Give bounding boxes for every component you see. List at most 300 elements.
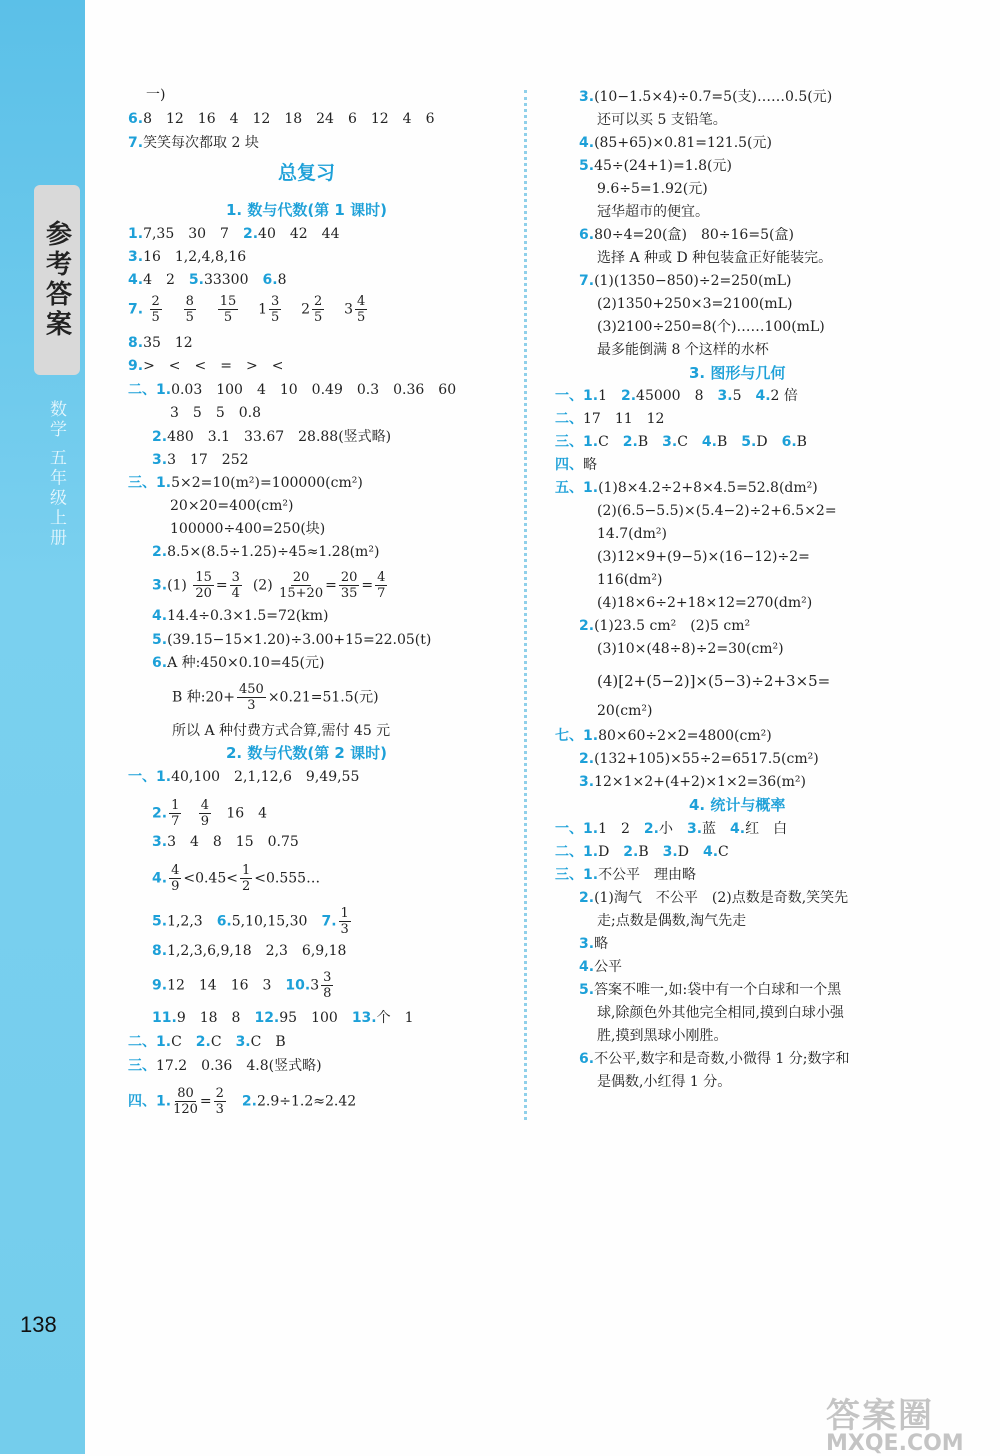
- item-number: 6.: [579, 227, 595, 243]
- item-number: 5.: [152, 632, 168, 648]
- answer-line: [555, 433, 807, 451]
- numerator: 3: [323, 970, 332, 985]
- sidebar: [0, 0, 85, 1454]
- answer-text: (132+105)×55÷2=6517.5(cm²): [594, 751, 819, 767]
- numerator: 2: [151, 294, 160, 309]
- item-number: 4.: [702, 844, 719, 860]
- answer-text: B: [796, 434, 807, 450]
- section-heading: 2. 数与代数(第 2 课时): [226, 744, 387, 762]
- denominator: 5: [270, 310, 280, 325]
- answer-text: 3 17 252: [167, 452, 249, 468]
- answer-text: D: [677, 844, 689, 860]
- answer-line: [128, 225, 339, 243]
- answer-text: > < < = > <: [143, 358, 284, 374]
- answer-line: (4)[2+(5−2)]×(5−3)÷2+3×5=: [597, 672, 831, 690]
- answer-line: (3)10×(48÷8)÷2=30(cm²): [597, 641, 784, 657]
- answer-line: 20×20=400(cm²): [170, 498, 294, 514]
- item-number: 4.: [579, 959, 595, 975]
- answer-line: [579, 981, 841, 999]
- watermark-url: MXQE.COM: [826, 1431, 964, 1456]
- numerator: 1: [340, 906, 349, 921]
- answer-line: [579, 272, 791, 290]
- answer-text: ×0.21=51.5(元): [267, 689, 379, 706]
- numerator: 15: [219, 294, 237, 309]
- answer-line: [579, 157, 732, 175]
- answer-line: [152, 631, 431, 649]
- mixed-whole: 1: [258, 301, 267, 318]
- answer-line: [555, 410, 664, 428]
- answer-text: 答案不唯一,如:袋中有一个白球和一个黑: [594, 982, 842, 998]
- answer-text: 17.2 0.36 4.8(竖式略): [156, 1058, 322, 1074]
- answer-line: [128, 248, 246, 266]
- answer-text: 略: [583, 457, 597, 473]
- answer-text: 5×2=10(m²)=100000(cm²): [171, 475, 363, 491]
- fraction: [240, 863, 252, 894]
- denominator: 5: [314, 310, 323, 325]
- answer-text: 40 42 44: [258, 226, 340, 242]
- item-number: 3.: [152, 577, 168, 594]
- numerator: 8: [185, 294, 194, 309]
- item-number: 3.: [235, 1034, 251, 1050]
- item-number: 2.: [152, 544, 168, 560]
- answer-line: 最多能倒满 8 个这样的水杯: [597, 342, 769, 358]
- answer-line: 116(dm²): [597, 572, 663, 588]
- item-number: 10.: [285, 977, 311, 994]
- answer-text: 2 倍: [770, 388, 798, 404]
- answer-text: 480 3.1 33.67 28.88(竖式略): [167, 429, 392, 445]
- answer-line: [128, 110, 435, 128]
- answer-text: B: [638, 844, 649, 860]
- item-number: 4.: [152, 608, 168, 624]
- answer-line: 100000÷400=250(块): [170, 521, 326, 537]
- denominator: 5: [357, 310, 366, 325]
- answer-line: (4)18×6÷2+18×12=270(dm²): [597, 595, 813, 611]
- answer-text: (1)8×4.2÷2+8×4.5=52.8(dm²): [598, 480, 818, 496]
- numerator: 450: [239, 682, 264, 697]
- answer-line: 还可以买 5 支铅笔。: [597, 112, 727, 128]
- item-number: 4.: [128, 272, 144, 288]
- answer-line: 20(cm²): [597, 703, 653, 719]
- item-number: 3.: [152, 834, 168, 850]
- answer-key-label: 参考答案: [41, 220, 72, 340]
- item-number: 2.: [623, 844, 639, 860]
- item-number: 3.: [579, 89, 595, 105]
- item-number: 2.: [579, 751, 595, 767]
- denominator: 120: [173, 1102, 198, 1117]
- fraction: [375, 570, 387, 601]
- answer-text: (1)(1350−850)÷2=250(mL): [594, 273, 792, 289]
- item-number: 5.: [188, 272, 204, 288]
- denominator: 9: [171, 879, 180, 894]
- answer-line: [555, 843, 729, 861]
- item-number: 五、1.: [555, 480, 599, 496]
- answer-line: [579, 750, 819, 768]
- item-number: 7.: [128, 301, 144, 318]
- denominator: 9: [200, 814, 209, 829]
- answer-line: (3)2100÷250=8(个)……100(mL): [597, 319, 825, 335]
- answer-text: (1)淘气 不公平 (2)点数是奇数,笑笑先: [594, 890, 849, 906]
- fraction: [184, 294, 196, 325]
- answer-text: 8: [277, 272, 287, 288]
- answer-line: 球,除颜色外其他完全相同,摸到白球小强: [597, 1005, 844, 1021]
- item-number: 6.: [579, 1051, 595, 1067]
- denominator: 5: [151, 310, 160, 325]
- item-number: 4.: [579, 135, 595, 151]
- item-number: 2.: [579, 890, 595, 906]
- item-number: 13.: [351, 1010, 377, 1026]
- answer-line: [152, 451, 249, 469]
- item-number: 3.: [152, 452, 168, 468]
- numerator: 20: [292, 570, 310, 585]
- denominator: 5: [223, 310, 233, 325]
- answer-line: (3)12×9+(9−5)×(16−12)÷2=: [597, 549, 810, 565]
- fraction: [214, 1086, 226, 1117]
- numerator: 4: [377, 570, 386, 585]
- item-number: 8.: [152, 943, 168, 959]
- answer-text: 9 18 8: [176, 1010, 241, 1026]
- answer-text: 80÷4=20(盒) 80÷16=5(盒): [594, 227, 794, 243]
- item-number: 6.: [128, 111, 144, 127]
- item-number: 2.: [622, 434, 638, 450]
- numerator: 4: [171, 863, 180, 878]
- item-number: 5.: [152, 913, 168, 930]
- answer-text: C: [210, 1034, 222, 1050]
- item-number: 3.: [686, 821, 703, 837]
- answer-text: 3 4 8 15 0.75: [167, 834, 299, 850]
- answer-line: [128, 294, 369, 325]
- item-number: 3.: [579, 774, 595, 790]
- item-number: 二、1.: [128, 382, 172, 398]
- answer-line: (2)(6.5−5.5)×(5.4−2)÷2+6.5×2=: [597, 503, 837, 519]
- denominator: 20: [195, 586, 212, 601]
- item-number: 6.: [152, 655, 168, 671]
- item-number: 3.: [662, 844, 678, 860]
- denominator: 3: [340, 922, 349, 937]
- answer-line: [555, 387, 798, 405]
- answer-text: D: [598, 844, 610, 860]
- answer-line: [128, 1033, 286, 1051]
- answer-line: [152, 570, 389, 601]
- fraction: [269, 294, 281, 325]
- answer-line: [579, 1050, 850, 1068]
- fraction: [173, 1086, 198, 1117]
- answer-line: [579, 958, 622, 976]
- denominator: 15+20: [279, 586, 324, 601]
- answer-line: [152, 1009, 414, 1027]
- answer-text: 45÷(24+1)=1.8(元): [594, 158, 732, 174]
- answer-line: 14.7(dm²): [597, 526, 667, 542]
- answer-line: [555, 479, 818, 497]
- section-heading: 4. 统计与概率: [689, 796, 786, 814]
- fraction: [230, 570, 242, 601]
- column-divider: [524, 90, 527, 1120]
- answer-text: <0.555…: [254, 870, 321, 887]
- fraction: [193, 570, 214, 601]
- fraction: [279, 570, 323, 601]
- answer-text: D: [756, 434, 768, 450]
- denominator: 2: [241, 879, 251, 894]
- answer-text: B: [637, 434, 649, 450]
- answer-line: 所以 A 种付费方式合算,需付 45 元: [172, 723, 391, 739]
- answer-text: (1)23.5 cm² (2)5 cm²: [594, 618, 751, 634]
- answer-line: 冠华超市的便宜。: [597, 204, 709, 220]
- answer-text: 个 1: [376, 1010, 414, 1026]
- item-number: 2.: [242, 226, 259, 242]
- answer-text: 1: [598, 388, 607, 404]
- item-number: 11.: [152, 1010, 177, 1026]
- numerator: 80: [177, 1086, 194, 1101]
- item-number: 2.: [152, 429, 168, 445]
- answer-line: [555, 727, 772, 745]
- equals: =: [199, 1093, 212, 1110]
- item-number: 2.: [241, 1093, 257, 1110]
- answer-line: [152, 607, 328, 625]
- section-heading: 1. 数与代数(第 1 课时): [226, 201, 387, 219]
- answer-line: [152, 906, 353, 937]
- page-number: 138: [20, 1312, 57, 1337]
- answer-text: 17 11 12: [583, 411, 665, 427]
- answer-line: [579, 617, 750, 635]
- mixed-whole: 3: [310, 977, 320, 994]
- fraction: [237, 682, 266, 713]
- item-number: 一、1.: [555, 388, 599, 404]
- denominator: 4: [231, 586, 240, 601]
- item-number: 7.: [579, 273, 595, 289]
- item-number: 七、1.: [555, 728, 599, 744]
- answer-line: [128, 381, 456, 399]
- answer-line: [152, 942, 346, 960]
- subject-label: 数学 五年级上册: [46, 400, 66, 549]
- answer-text: B: [716, 434, 728, 450]
- answer-text: 40,100 2,1,12,6 9,49,55: [171, 769, 360, 785]
- numerator: 2: [314, 294, 323, 309]
- answer-line: [555, 820, 787, 838]
- item-number: 4.: [701, 434, 717, 450]
- part-label: (2): [252, 577, 273, 594]
- fraction: [321, 970, 333, 1001]
- item-number: 2.: [152, 805, 168, 822]
- answer-line: [152, 654, 324, 672]
- item-number: 5.: [579, 158, 595, 174]
- numerator: 20: [340, 570, 358, 585]
- item-number: 3.: [717, 388, 733, 404]
- section-heading: 3. 图形与几何: [689, 364, 786, 382]
- item-number: 4.: [730, 821, 746, 837]
- answer-line: [579, 88, 832, 106]
- fraction: [312, 294, 324, 325]
- answer-line: [172, 682, 379, 713]
- answer-line: [579, 226, 794, 244]
- answer-line: 9.6÷5=1.92(元): [597, 181, 708, 197]
- answer-text: 1 2: [598, 821, 630, 837]
- fraction: [199, 798, 211, 829]
- fraction: [355, 294, 367, 325]
- answer-line: 选择 A 种或 D 种包装盒正好能装完。: [597, 250, 833, 266]
- answer-text: 0.03 100 4 10 0.49 0.3 0.36 60: [171, 382, 457, 398]
- answer-line: [128, 134, 259, 152]
- answer-text: 不公平,数字和是奇数,小微得 1 分;数字和: [594, 1051, 850, 1067]
- denominator: 5: [185, 310, 194, 325]
- answer-line: [152, 428, 391, 446]
- equals: =: [361, 577, 374, 594]
- item-number: 7.: [321, 913, 337, 930]
- answer-line: [152, 798, 267, 829]
- denominator: 3: [215, 1102, 224, 1117]
- answer-text: 小: [658, 821, 673, 837]
- fraction: [169, 798, 181, 829]
- fraction: [150, 294, 162, 325]
- answer-text: C: [718, 844, 729, 860]
- item-number: 4.: [755, 388, 771, 404]
- answer-text: 4 2: [143, 272, 175, 288]
- item-number: 5.: [579, 982, 595, 998]
- answer-line: [555, 456, 597, 474]
- answer-text: 12×1×2+(4+2)×1×2=36(m²): [594, 774, 806, 790]
- answer-text: 16 1,2,4,8,16: [143, 249, 247, 265]
- watermark-text: 答案圈: [826, 1396, 934, 1436]
- numerator: 15: [195, 570, 212, 585]
- denominator: 8: [323, 986, 332, 1001]
- item-number: 5.: [741, 434, 757, 450]
- numerator: 3: [231, 570, 240, 585]
- answer-line: [128, 1057, 322, 1075]
- answer-text: C B: [250, 1034, 286, 1050]
- item-number: 6.: [216, 913, 232, 930]
- denominator: 3: [247, 698, 256, 713]
- answer-text: 95 100: [279, 1010, 338, 1026]
- item-number: 四、1.: [128, 1093, 172, 1110]
- answer-text: <0.45<: [183, 870, 238, 887]
- item-number: 2.: [620, 388, 637, 404]
- answer-text: 2.9÷1.2≈2.42: [256, 1093, 357, 1110]
- answer-text: 1,2,3: [167, 913, 203, 930]
- mixed-whole: 2: [301, 301, 310, 318]
- answer-line: 3 5 5 0.8: [170, 405, 261, 421]
- answer-line: 走;点数是偶数,淘气先走: [597, 913, 747, 929]
- answer-line: [152, 863, 320, 894]
- numerator: 3: [270, 294, 280, 309]
- item-number: 6.: [262, 272, 278, 288]
- item-number: 一、1.: [128, 769, 172, 785]
- item-number: 三、1.: [128, 475, 172, 491]
- item-number: 9.: [152, 977, 168, 994]
- answer-text: 公平: [594, 959, 623, 975]
- answer-line: [128, 334, 193, 352]
- item-number: 二、: [555, 411, 583, 427]
- answer-text: 5: [732, 388, 742, 404]
- answer-line: [128, 357, 283, 375]
- item-number: 7.: [128, 135, 144, 151]
- answer-line: (2)1350+250×3=2100(mL): [597, 296, 793, 312]
- answer-line: [128, 1086, 356, 1117]
- answer-text: A 种:450×0.10=45(元): [167, 655, 325, 671]
- answer-text: C: [598, 434, 609, 450]
- item-number: 三、: [128, 1058, 156, 1074]
- mixed-whole: 3: [344, 301, 354, 318]
- answer-text: C: [677, 434, 688, 450]
- answer-text: 蓝: [702, 821, 717, 837]
- answer-text: 33300: [203, 272, 249, 288]
- answer-line: 胜,摸到黑球小刚胜。: [597, 1028, 728, 1044]
- item-number: 三、1.: [555, 434, 599, 450]
- item-number: 4.: [152, 870, 168, 887]
- answer-text: 80×60÷2×2=4800(cm²): [598, 728, 772, 744]
- numerator: 4: [200, 798, 209, 813]
- answer-line: [579, 889, 848, 907]
- answer-text: 35 12: [143, 335, 193, 351]
- part-label: (1): [167, 577, 187, 594]
- item-number: 6.: [781, 434, 797, 450]
- answer-line: [152, 970, 335, 1001]
- item-number: 一、1.: [555, 821, 599, 837]
- answer-text: 略: [594, 936, 609, 952]
- item-number: 2.: [643, 821, 659, 837]
- answer-text: 14.4÷0.3×1.5=72(km): [167, 608, 329, 624]
- item-number: 三、1.: [555, 867, 599, 883]
- answer-text: 不公平 理由略: [598, 867, 697, 883]
- text-line: 一): [146, 87, 166, 103]
- equals: =: [215, 577, 228, 594]
- item-number: 1.: [128, 226, 144, 242]
- answer-text: 16 4: [226, 805, 268, 822]
- answer-text: 8 12 16 4 12 18 24 6 12 4 6: [143, 111, 435, 127]
- answer-line: [555, 866, 696, 884]
- item-number: 9.: [128, 358, 144, 374]
- equals: =: [325, 577, 337, 594]
- item-number: 3.: [128, 249, 144, 265]
- denominator: 7: [171, 814, 180, 829]
- answer-line: [579, 134, 772, 152]
- answer-text: 7,35 30 7: [143, 226, 229, 242]
- denominator: 35: [340, 586, 358, 601]
- answer-text: 45000 8: [636, 388, 704, 404]
- answer-text: 5,10,15,30: [231, 913, 308, 930]
- item-number: 8.: [128, 335, 144, 351]
- answer-text: 笑笑每次都取 2 块: [143, 135, 259, 151]
- answer-text: 红 白: [745, 821, 788, 837]
- answer-line: [128, 768, 359, 786]
- answer-line: [128, 474, 363, 492]
- section-title: 总复习: [278, 162, 336, 184]
- item-number: 二、1.: [555, 844, 599, 860]
- answer-line: [579, 773, 806, 791]
- item-number: 四、: [555, 457, 583, 473]
- answer-text: B 种:20+: [172, 689, 235, 706]
- answer-text: 1,2,3,6,9,18 2,3 6,9,18: [167, 943, 347, 959]
- answer-text: 12 14 16 3: [167, 977, 272, 994]
- numerator: 1: [241, 863, 251, 878]
- answer-text: (10−1.5×4)÷0.7=5(支)……0.5(元): [594, 89, 833, 105]
- answer-text: (85+65)×0.81=121.5(元): [594, 135, 772, 151]
- answer-line: [579, 935, 608, 953]
- watermark-logo: [826, 1388, 964, 1456]
- numerator: 1: [171, 798, 180, 813]
- answer-line: [152, 833, 299, 851]
- answer-text: 8.5×(8.5÷1.25)÷45≈1.28(m²): [167, 544, 380, 560]
- answer-line: [152, 543, 379, 561]
- fraction: [169, 863, 181, 894]
- answer-line: [128, 271, 286, 289]
- item-number: 2.: [195, 1034, 211, 1050]
- item-number: 3.: [662, 434, 678, 450]
- item-number: 二、1.: [128, 1034, 172, 1050]
- denominator: 7: [377, 586, 386, 601]
- numerator: 2: [215, 1086, 224, 1101]
- item-number: 2.: [579, 618, 595, 634]
- answer-text: C: [171, 1034, 182, 1050]
- answer-line: 是偶数,小红得 1 分。: [597, 1074, 732, 1090]
- answer-key-tab: [34, 185, 80, 375]
